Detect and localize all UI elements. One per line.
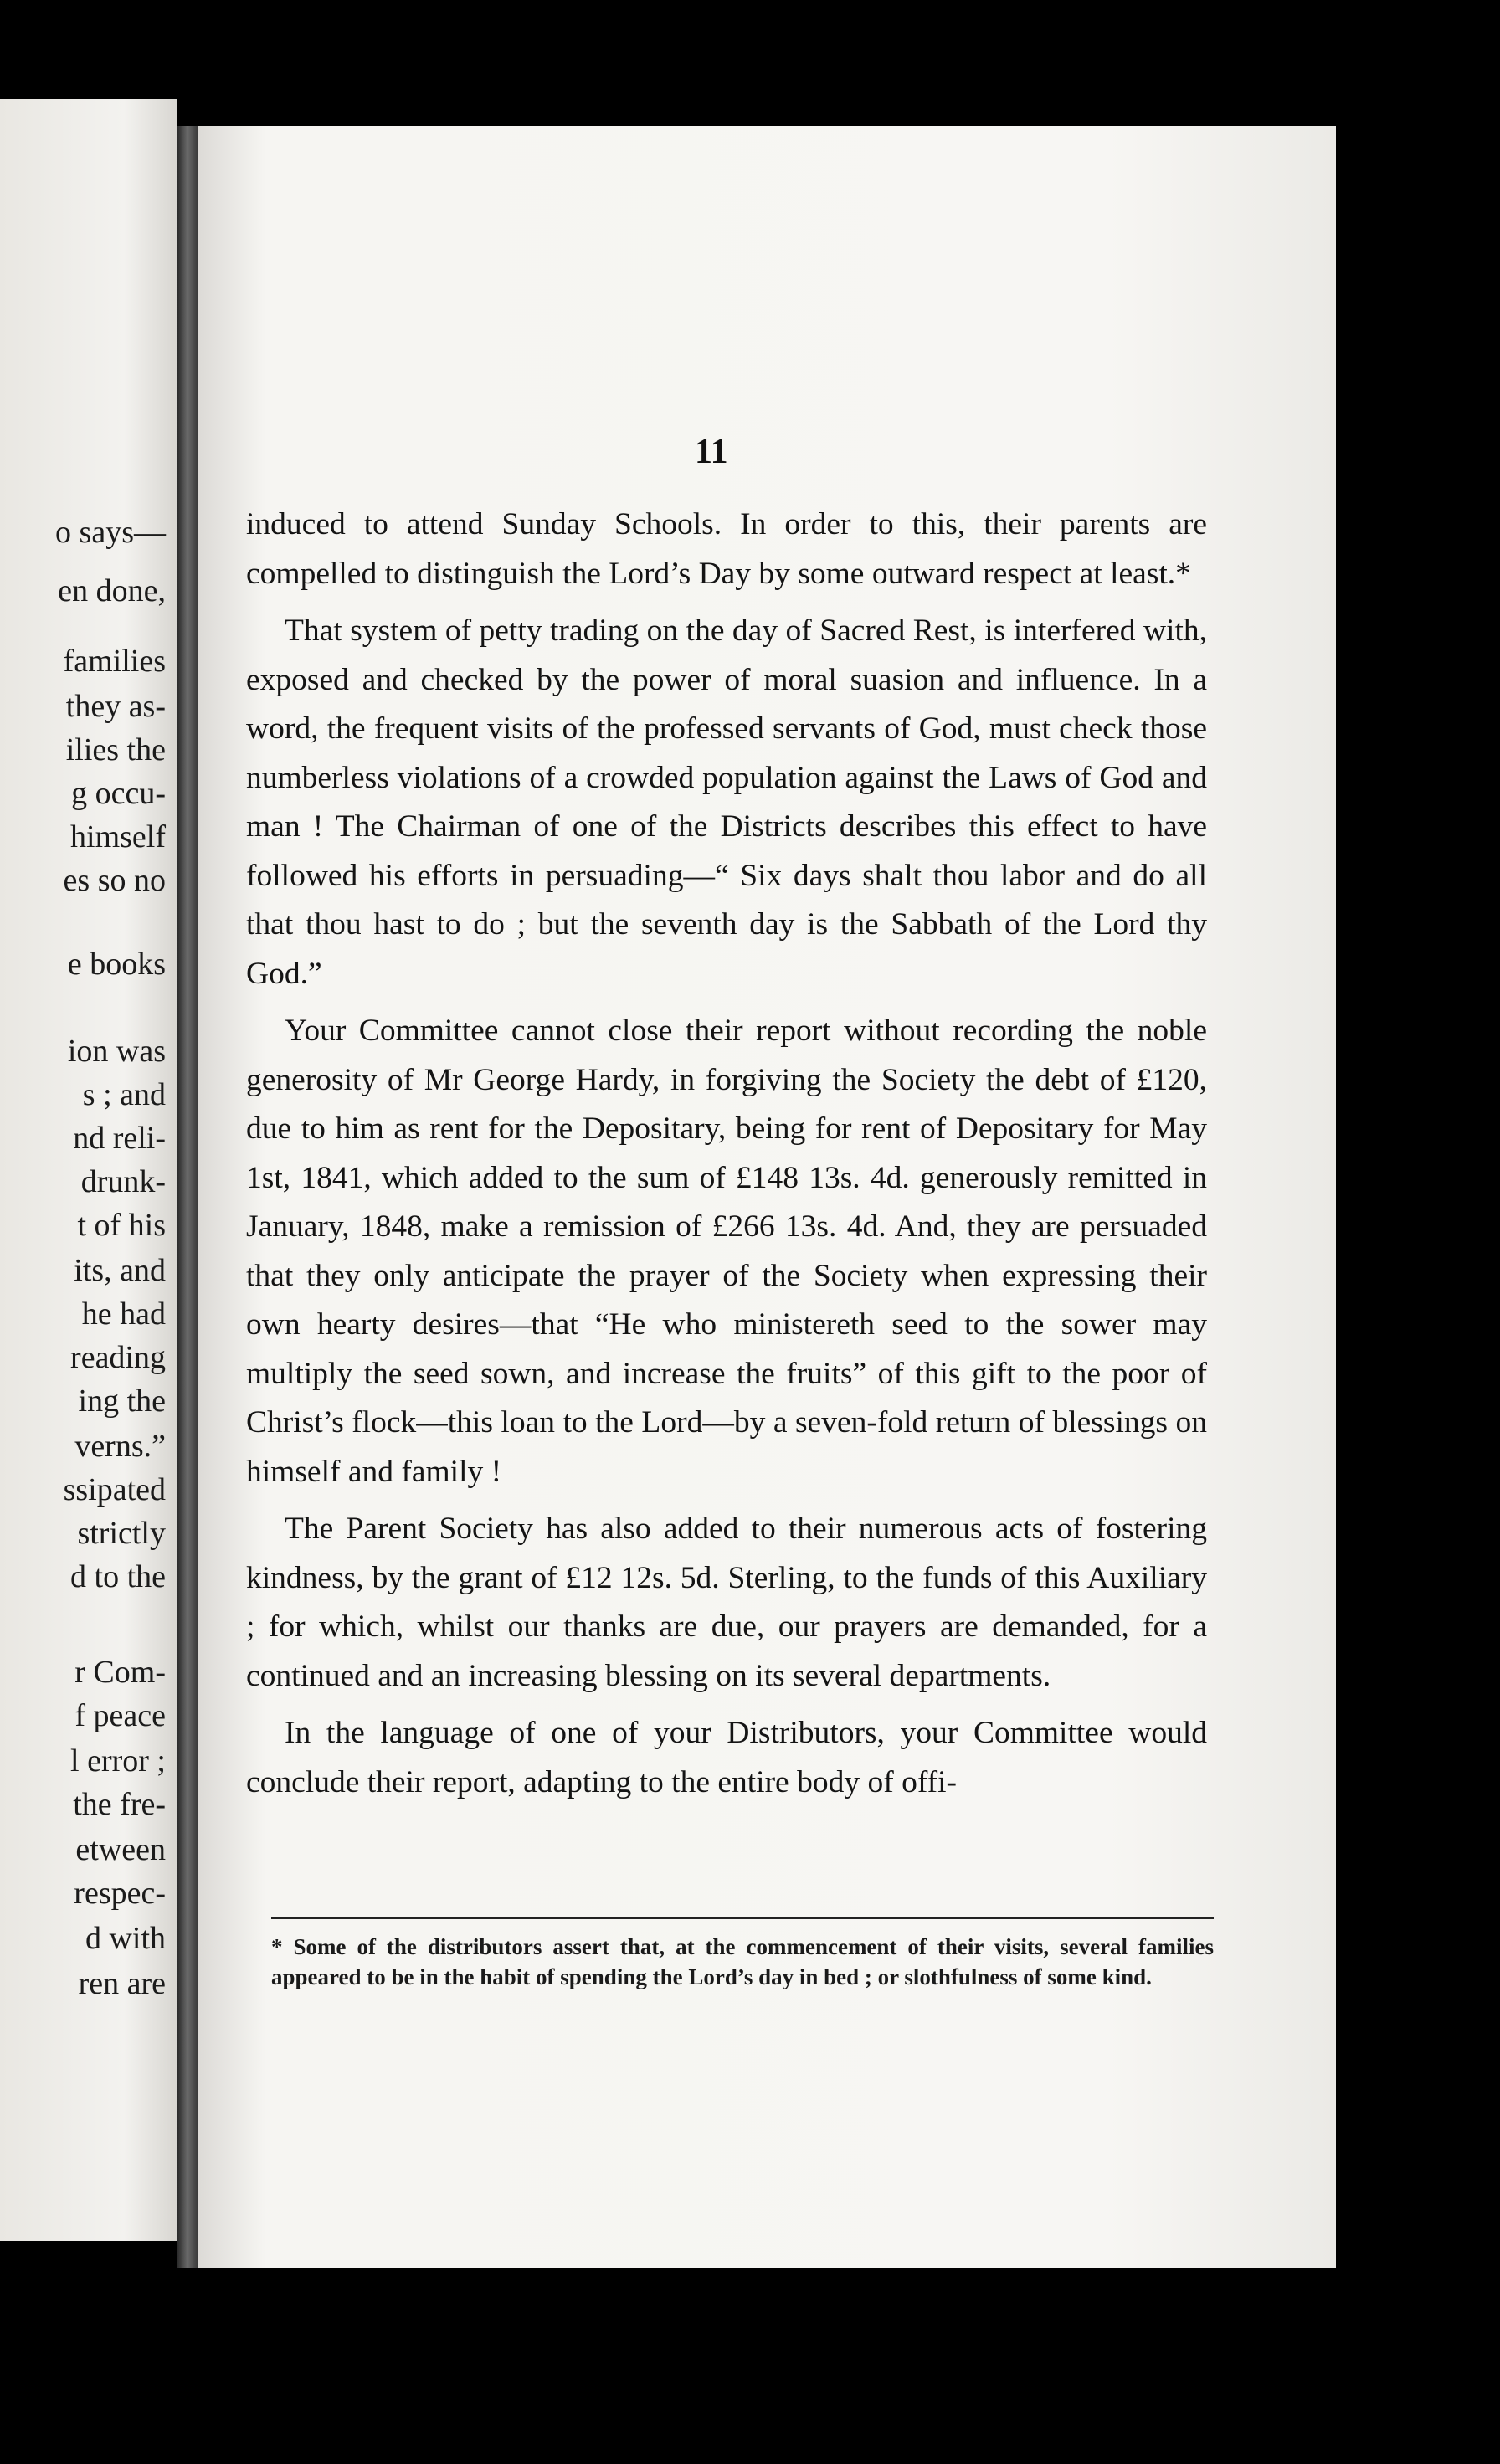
left-line: nd reli- bbox=[73, 1121, 166, 1156]
left-line: families bbox=[63, 644, 166, 679]
left-line: en done, bbox=[58, 573, 166, 608]
left-line: r Com- bbox=[74, 1655, 166, 1690]
left-line: f peace bbox=[74, 1698, 166, 1733]
page-number: 11 bbox=[695, 433, 728, 471]
right-page bbox=[198, 126, 1336, 2268]
left-line: es so no bbox=[63, 863, 166, 898]
left-line: they as- bbox=[65, 689, 166, 724]
paragraph: induced to attend Sunday Schools. In order to this, their parents are compelled to distinguish the Lord’s Day by some outward respect at least.* bbox=[246, 507, 1207, 591]
left-line: g occu- bbox=[71, 776, 166, 811]
left-line: ion was bbox=[67, 1034, 166, 1069]
left-line: s ; and bbox=[82, 1077, 166, 1112]
left-line: l error ; bbox=[70, 1743, 166, 1779]
paragraph: The Parent Society has also added to their numerous acts of fostering kindness, by the grant of £12 12s. 5d. Sterling, to the funds of this Auxiliary ; for which, whilst our thanks are due, our prayers are demanded, for a continued and an increasing blessing on its several departments. bbox=[246, 1512, 1207, 1693]
paragraph: Your Committee cannot close their report without recording the noble generosity of Mr George Hardy, in forgiving the Society the debt of £120, due to him as rent for the Depositary, being for rent of Depositary for May 1st, 1841, which added to the sum of £148 13s. 4d. generously remitted in January, 1848, make a remission of £266 13s. 4d. And, they are persuaded that they only anticipate the prayer of the Society when expressing their own hearty desires—that “He who ministereth seed to the sower may multiply the seed sown, and increase the fruits” of this gift to the poor of Christ’s flock—this loan to the Lord—by a seven-fold return of blessings on himself and family ! bbox=[246, 1014, 1207, 1489]
left-line: the fre- bbox=[73, 1787, 166, 1822]
left-line: ing the bbox=[78, 1383, 166, 1419]
left-line: respec- bbox=[74, 1876, 166, 1911]
left-line: he had bbox=[81, 1296, 166, 1332]
footnote-rule bbox=[271, 1917, 1214, 1919]
left-line: d with bbox=[85, 1921, 166, 1956]
left-line: ilies the bbox=[65, 732, 166, 767]
paragraph: That system of petty trading on the day of Sacred Rest, is interfered with, exposed and checked by the power of moral suasion and influence. In a word, the frequent visits of the professed servants of God, must check those numberless violations of a crowded population against the Laws of God and man ! The Chairman of one of the Districts describes this effect to have followed his efforts in persuading—“ Six days shalt thou labor and do all that thou hast to do ; but the seventh day is the Sabbath of the Lord thy God.” bbox=[246, 613, 1207, 991]
left-line: d to the bbox=[70, 1559, 166, 1594]
left-line: ren are bbox=[78, 1966, 166, 2001]
left-line: its, and bbox=[74, 1253, 166, 1288]
paragraph: In the language of one of your Distributors, your Committee would conclude their report, adapting to the entire body of offi- bbox=[246, 1716, 1207, 1799]
left-line: t of his bbox=[77, 1208, 166, 1243]
left-line: etween bbox=[75, 1832, 166, 1867]
body-text bbox=[246, 501, 1207, 1815]
left-line: himself bbox=[70, 819, 166, 855]
left-page-fragment bbox=[0, 99, 177, 2241]
left-line: drunk- bbox=[80, 1164, 166, 1199]
left-line: e books bbox=[67, 947, 166, 982]
left-line: ssipated bbox=[63, 1472, 166, 1507]
left-line: strictly bbox=[77, 1516, 166, 1551]
book-gutter bbox=[177, 126, 198, 2268]
left-line: o says— bbox=[55, 515, 166, 550]
footnote: * Some of the distributors assert that, at the commencement of their visits, several families appeared to be in the habit of spending the Lord’s day in bed ; or slothfulness of some kind. bbox=[271, 1934, 1214, 1989]
left-line: verns.” bbox=[74, 1429, 166, 1464]
left-line: reading bbox=[70, 1340, 166, 1375]
